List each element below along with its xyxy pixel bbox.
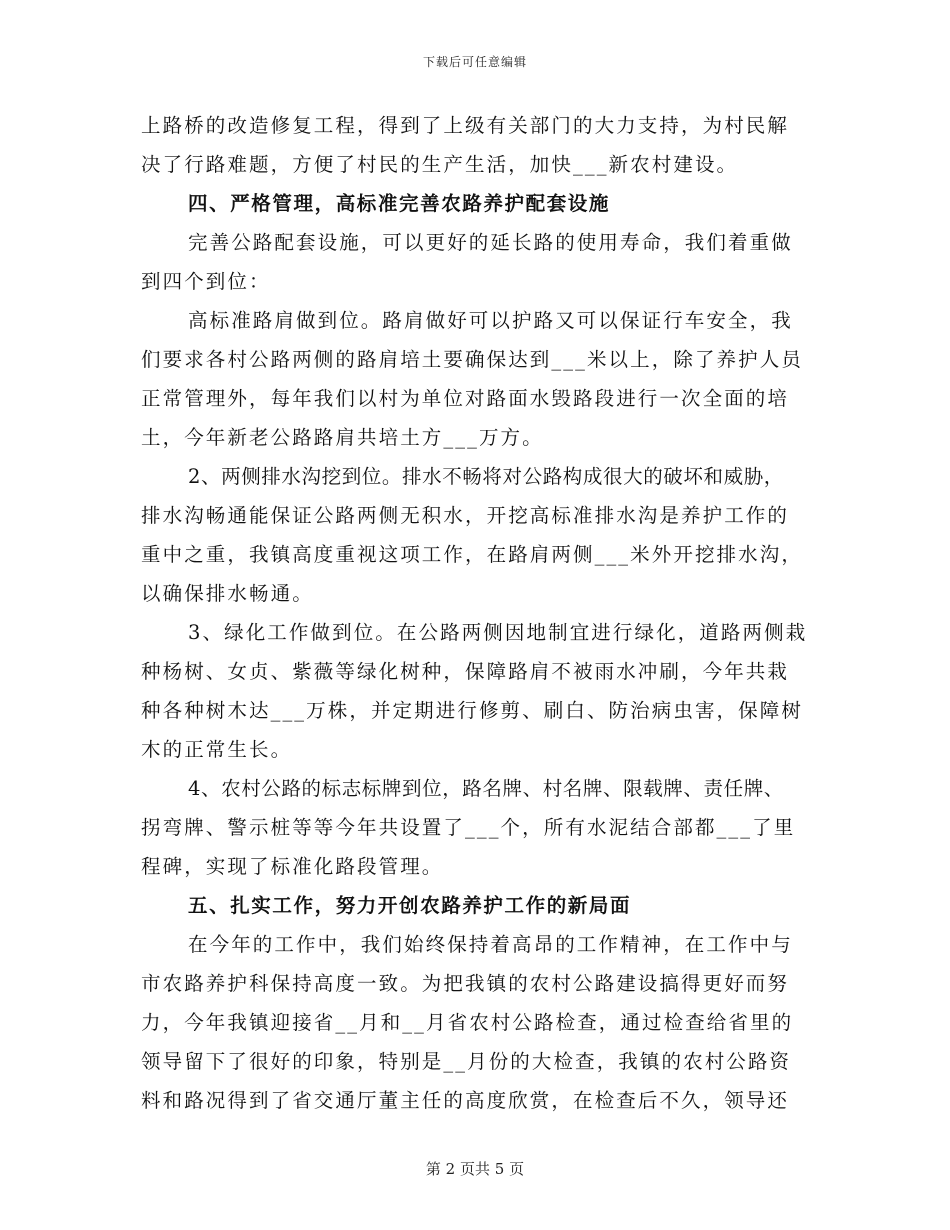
- text-line: 拐弯牌、警示桩等等今年共设置了___个，所有水泥结合部都___了里: [141, 816, 796, 839]
- text-line: 力，今年我镇迎接省__月和__月省农村公路检查，通过检查给省里的: [141, 1011, 794, 1034]
- text-line: 到四个到位：: [141, 270, 271, 293]
- text-line: 种各种树木达___万株，并定期进行修剪、刷白、防治病虫害，保障树: [141, 699, 803, 722]
- text-line: 重中之重，我镇高度重视这项工作，在路肩两侧___米外开挖排水沟，: [141, 543, 803, 566]
- text-line: 高标准路肩做到位。路肩做好可以护路又可以保证行车安全，我: [188, 309, 793, 332]
- text-line: 4、农村公路的标志标牌到位，路名牌、村名牌、限载牌、责任牌、: [188, 777, 784, 800]
- text-line: 上路桥的改造修复工程，得到了上级有关部门的大力支持，为村民解: [141, 114, 790, 137]
- text-line: 3、绿化工作做到位。在公路两侧因地制宜进行绿化，道路两侧栽: [188, 621, 808, 644]
- section-heading: 四、严格管理，高标准完善农路养护配套设施: [188, 192, 611, 215]
- document-body: [141, 106, 821, 1120]
- text-line: 决了行路难题，方便了村民的生产生活，加快___新农村建设。: [141, 153, 739, 176]
- text-line: 料和路况得到了省交通厅董主任的高度欣赏，在检查后不久，领导还: [141, 1089, 790, 1112]
- page-number: 第 2 页共 5 页: [425, 1160, 525, 1178]
- text-line: 程碑，实现了标准化路段管理。: [141, 855, 444, 878]
- text-line: 完善公路配套设施，可以更好的延长路的使用寿命，我们着重做: [188, 231, 793, 254]
- page-header-note: 下载后可任意编辑: [422, 55, 527, 69]
- text-line: 木的正常生长。: [141, 738, 293, 761]
- text-line: 市农路养护科保持高度一致。为把我镇的农村公路建设搞得更好而努: [141, 972, 790, 995]
- text-line: 排水沟畅通能保证公路两侧无积水，开挖高标准排水沟是养护工作的: [141, 504, 790, 527]
- text-line: 土，今年新老公路路肩共培土方___万方。: [141, 426, 544, 449]
- text-line: 2、两侧排水沟挖到位。排水不畅将对公路构成很大的破坏和威胁，: [188, 465, 784, 488]
- text-line: 们要求各村公路两侧的路肩培土要确保达到___米以上，除了养护人员: [141, 348, 803, 371]
- text-line: 领导留下了很好的印象，特别是__月份的大检查，我镇的农村公路资: [141, 1050, 792, 1073]
- section-heading: 五、扎实工作，努力开创农路养护工作的新局面: [188, 894, 632, 917]
- text-line: 以确保排水畅通。: [141, 582, 314, 605]
- text-line: 种杨树、女贞、紫薇等绿化树种，保障路肩不被雨水冲刷，今年共栽: [141, 660, 790, 683]
- text-line: 在今年的工作中，我们始终保持着高昂的工作精神，在工作中与: [188, 933, 793, 956]
- text-line: 正常管理外，每年我们以村为单位对路面水毁路段进行一次全面的培: [141, 387, 790, 410]
